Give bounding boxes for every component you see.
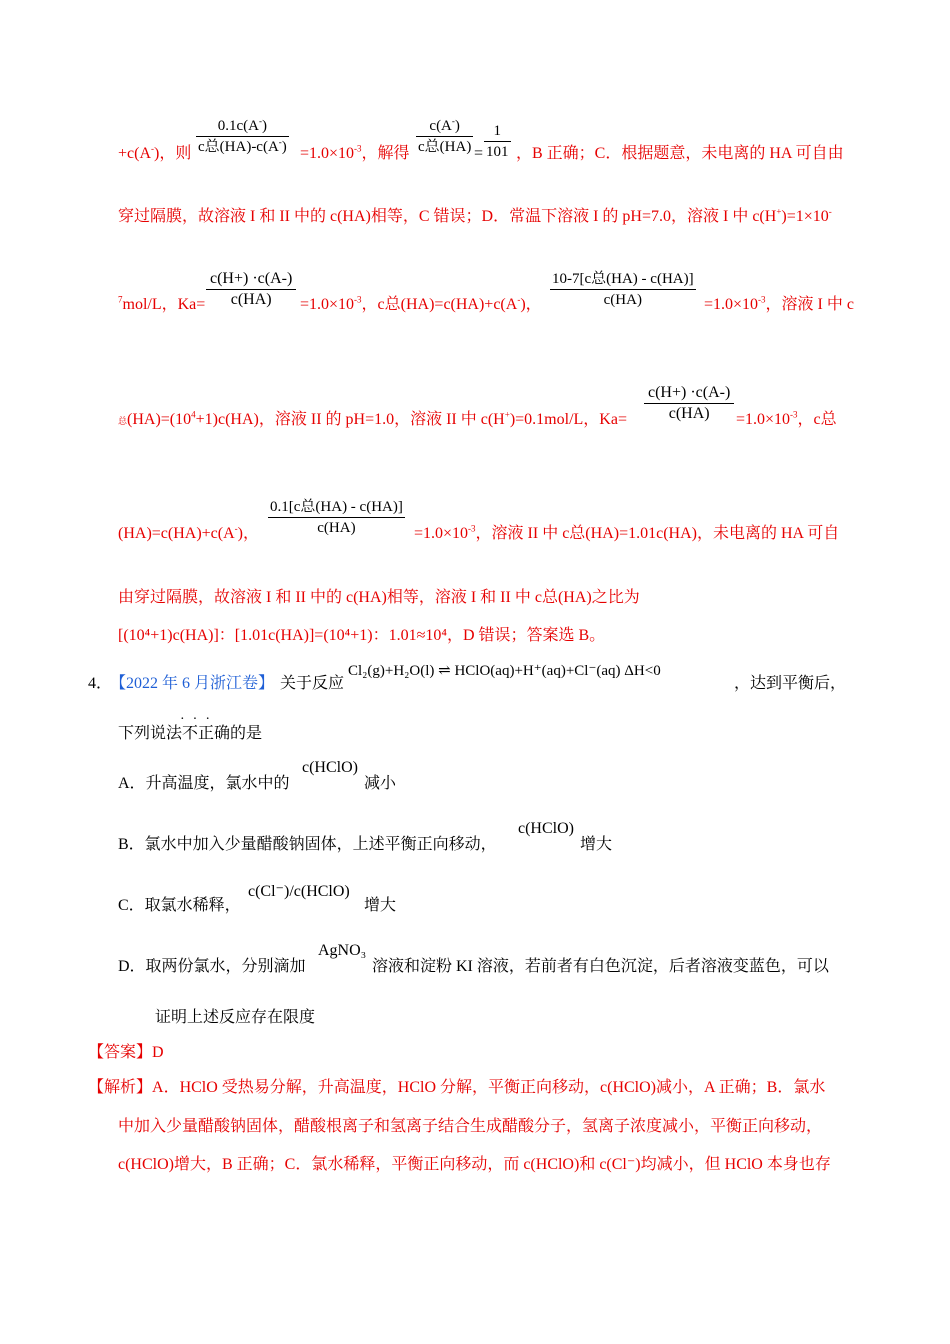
fraction-2: c(A-) c总(HA) xyxy=(418,116,472,155)
option-c-after: 增大 xyxy=(364,897,397,914)
solution-line-4a: 总$(HA)=(10^4+1)c(HA)$，溶液 II 的 pH=1.0，溶液 II 中 c(H+)=0.1mol/L，Ka= xyxy=(118,409,627,428)
fraction-5: 10-7[c总(HA) - c(HA)] c(HA) xyxy=(552,271,694,308)
solution-line-6: 由穿过隔膜，故溶液 I 和 II 中的 c(HA)相等，溶液 I 和 II 中 c总(HA)之比为 xyxy=(118,589,640,606)
option-d-math: AgNO₃ xyxy=(318,942,367,959)
solution-line-7: [(10⁴+1)c(HA)]：[1.01c(HA)]=(10⁴+1)：1.01≈10⁴，D 错误；答案选 B。 xyxy=(118,627,606,644)
fraction-6: $\frac{c(H+) \cdot c(A-)}{c(HA)}$ xyxy=(644,384,734,423)
answer-line: 【答案】D xyxy=(88,1044,164,1061)
question-number: 4． xyxy=(88,675,113,692)
solution-line-3c: $=1.0\times 10^{-3}$，溶液 I 中 c xyxy=(704,294,854,313)
equals-sign: = xyxy=(474,145,484,162)
option-b: B．氯水中加入少量醋酸钠固体，上述平衡正向移动， xyxy=(118,836,497,853)
question-source: 【2022 年 6 月浙江卷】 xyxy=(110,675,275,692)
fraction-3: $\frac{1}{101}$ xyxy=(486,123,509,160)
solution-line-1b: $=1.0\times 10^{-3}$，解得 xyxy=(300,143,410,162)
fraction-1: 0.1c(A-) c总(HA)-c(A-) xyxy=(198,116,287,155)
option-d-continuation: 证明上述反应存在限度 xyxy=(155,1009,316,1026)
question-tail: ，达到平衡后， xyxy=(734,675,847,692)
option-b-after: 增大 xyxy=(580,836,613,853)
solution-line-1a: +c(A-)，则 xyxy=(118,143,192,162)
option-a-math: c(HClO) xyxy=(302,759,358,776)
solution-line-2: 穿过隔膜，故溶液 I 和 II 中的 c(HA)相等，C 错误；D．常温下溶液 I 的 pH=7.0，溶液 I 中 c(H+)=1×10- xyxy=(118,206,832,225)
option-b-math: c(HClO) xyxy=(518,820,574,837)
solution-line-5b: $=1.0\times 10^{-3}$，溶液 II 中 c总(HA)=1.01c(HA)，未电离的 HA 可自 xyxy=(414,523,840,542)
emphasis-text: ··· 不正确 xyxy=(180,712,231,742)
analysis-line-3: c(HClO)增大，B 正确；C．氯水稀释，平衡正向移动，而 c(HClO)和 c(Cl⁻)均减小，但 HClO 本身也存 xyxy=(118,1156,831,1173)
fraction-7: 0.1[c总(HA) - c(HA)] c(HA) xyxy=(270,499,403,536)
question-prompt: 下列说法 ··· 不正确的是 xyxy=(118,712,263,742)
option-c-math: c(Cl⁻)/c(HClO) xyxy=(248,883,350,900)
analysis-line-1: 【解析】A．HClO 受热易分解，升高温度，HClO 分解，平衡正向移动，c(HClO)减小，A 正确；B．氯水 xyxy=(88,1079,826,1096)
solution-line-3b: $=1.0\times 10^{-3}$，c总(HA)=c(HA)+c(A-)， xyxy=(300,294,542,313)
option-a: A．升高温度，氯水中的 xyxy=(118,775,290,792)
solution-line-1c: ，B 正确；C．根据题意，未电离的 HA 可自由 xyxy=(516,145,844,162)
fraction-4: $\frac{c(H+) \cdot c(A-)}{c(HA)}$ xyxy=(206,270,296,309)
reaction-equation: Cl₂(g)+H₂O(l) ⇌ HClO(aq)+H⁺(aq)+Cl⁻(aq) ΔH<0 xyxy=(348,663,661,679)
solution-line-4b: $=1.0\times 10^{-3}$，c总 xyxy=(736,409,837,428)
option-d-after: 溶液和淀粉 KI 溶液，若前者有白色沉淀，后者溶液变蓝色，可以 xyxy=(372,958,829,975)
solution-line-3a: $^7$mol/L，Ka= xyxy=(118,294,206,313)
option-c: C．取氯水稀释， xyxy=(118,897,241,914)
question-lead: 关于反应 xyxy=(280,675,345,692)
solution-line-5a: (HA)=c(HA)+c(A-)， xyxy=(118,523,260,542)
option-a-after: 减小 xyxy=(364,775,397,792)
analysis-line-2: 中加入少量醋酸钠固体，醋酸根离子和氢离子结合生成醋酸分子，氢离子浓度减小，平衡正向移动， xyxy=(118,1118,823,1135)
option-d: D．取两份氯水，分别滴加 xyxy=(118,958,306,975)
